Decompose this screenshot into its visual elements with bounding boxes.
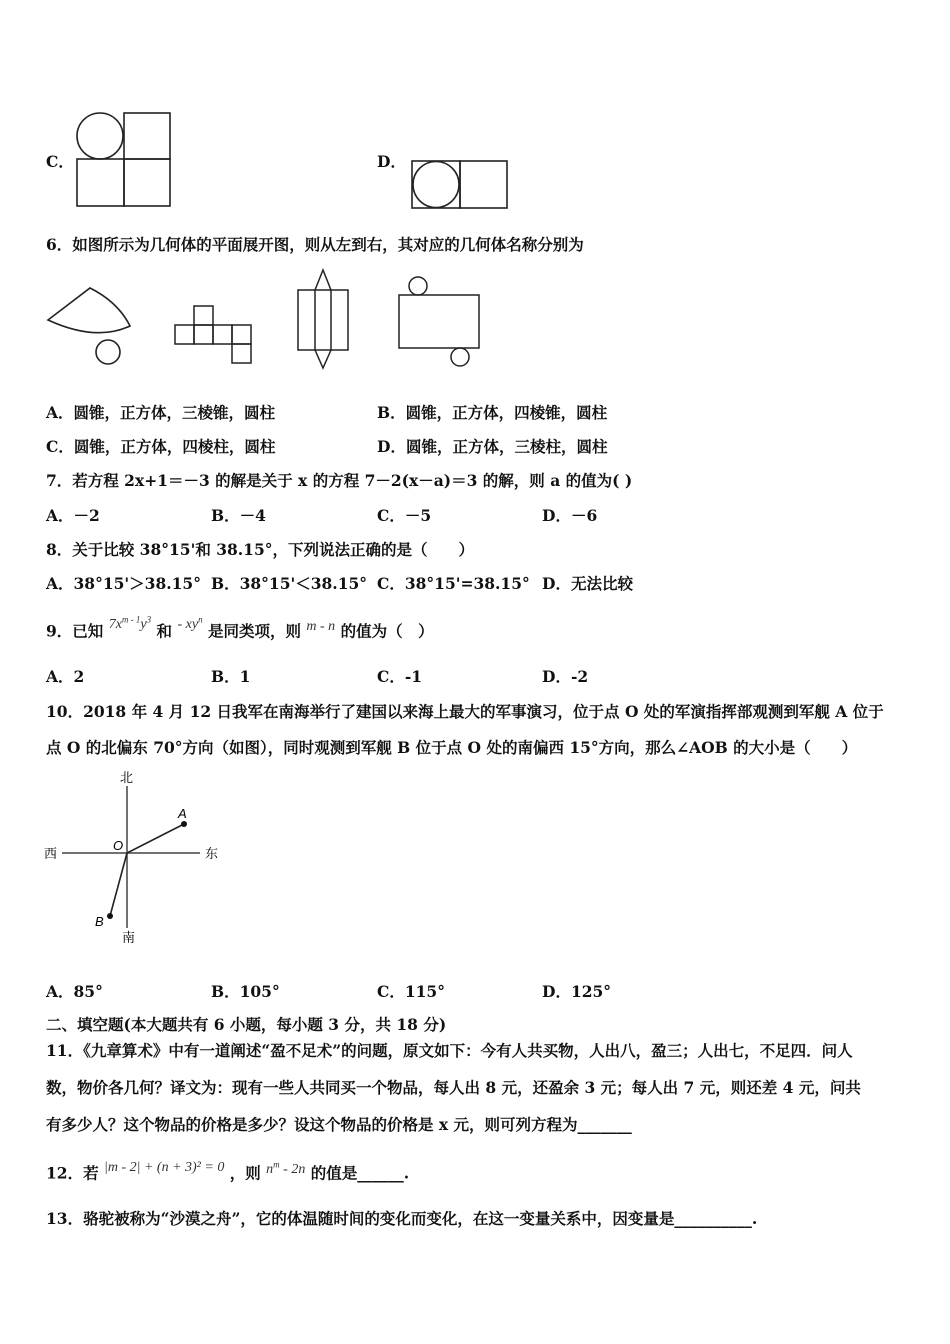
q10-option-d[interactable]: D．125° [542,982,612,1001]
q8-option-c[interactable]: C．38°15'=38.15° [377,574,530,593]
q9-stem [46,614,434,644]
q9-option-b[interactable]: B．1 [211,667,251,686]
q10-option-c[interactable]: C．115° [377,982,445,1001]
q11-line3: 有多少人？这个物品的价格是多少？设这个物品的价格是 x 元，则可列方程为_______ [46,1115,632,1134]
q8-option-d[interactable]: D．无法比较 [542,574,633,593]
q12-mid: ，则 [229,1163,261,1183]
q5-option-d-figure [411,160,509,210]
section-2-heading: 二、填空题(本大题共有 6 小题，每小题 3 分，共 18 分) [46,1015,447,1034]
q10-option-b[interactable]: B．105° [211,982,280,1001]
q6-option-a[interactable]: A．圆锥，正方体，三棱锥，圆柱 [46,403,276,422]
point-b: B [95,914,104,929]
q10-compass-figure [40,768,230,946]
q6-option-b[interactable]: B．圆锥，正方体，四棱锥，圆柱 [377,403,608,422]
q8-option-a[interactable]: A．38°15'＞38.15° [46,574,201,593]
q7-option-a[interactable]: A．－2 [46,506,100,525]
compass-west: 西 [44,846,58,861]
q9-mid: 是同类项，则 [207,621,301,641]
q9-term1: $7x^{m - 1}y^3$ [108,614,152,632]
compass-north: 北 [120,770,134,785]
q8-stem: 8．关于比较 38°15'和 38.15°，下列说法正确的是（ ） [46,540,474,559]
q6-net-prism [296,268,352,370]
q13-stem: 13．骆驼被称为“沙漠之舟”，它的体温随时间的变化而变化，在这一变量关系中，因变量是__________. [46,1209,758,1228]
q6-option-d[interactable]: D．圆锥，正方体，三棱柱，圆柱 [377,437,608,456]
q5-option-d-label: D． [377,152,406,171]
q5-option-c-label: C． [46,152,74,171]
q7-stem: 7．若方程 2x+1＝－3 的解是关于 x 的方程 7－2(x－a)＝3 的解，则 a 的值为( ) [46,471,633,490]
q9-option-a[interactable]: A．2 [46,667,85,686]
point-a: A [178,806,187,821]
q11-line2: 数，物价各几何？译文为：现有一些人共同买一个物品，每人出 8 元，还盈余 3 元；每人出 7 元，则还差 4 元，问共 [46,1078,861,1097]
compass-south: 南 [122,930,136,945]
point-o: O [113,838,124,853]
q10-line2: 点 O 的北偏东 70°方向（如图），同时观测到军舰 B 位于点 O 处的南偏西 15°方向，那么∠AOB 的大小是（ ） [46,738,858,757]
q7-option-c[interactable]: C．－5 [377,506,432,525]
q12-suffix: 的值是______. [310,1163,410,1183]
q9-suffix: 的值为（ ） [340,621,434,641]
q6-net-cylinder [396,276,482,368]
q7-option-b[interactable]: B．－4 [211,506,266,525]
q12-stem [46,1160,409,1186]
q10-line1: 10．2018 年 4 月 12 日我军在南海举行了建国以来海上最大的军事演习，位于点 O 处的军演指挥部观测到军舰 A 位于 [46,702,884,721]
q9-term2: - $xy^n$ [177,614,203,632]
q6-stem: 6．如图所示为几何体的平面展开图，则从左到右，其对应的几何体名称分别为 [46,235,584,254]
q6-net-cone [46,282,136,368]
q9-option-c[interactable]: C．-1 [377,667,423,686]
q7-option-d[interactable]: D．－6 [542,506,598,525]
q9-option-d[interactable]: D．-2 [542,667,589,686]
q11-line1: 11．《九章算术》中有一道阐述“盈不足术”的问题，原文如下：今有人共买物，人出八，盈三；人出七，不足四．问人 [46,1041,853,1060]
q12-prefix: 12．若 [46,1163,99,1183]
q9-expr: m - n [306,618,336,634]
q8-option-b[interactable]: B．38°15'＜38.15° [211,574,368,593]
q5-option-c-figure [76,112,172,208]
q10-option-a[interactable]: A．85° [46,982,103,1001]
q6-net-cube [174,305,254,365]
compass-east: 东 [205,846,219,861]
q12-expression: $n^m - 2n$ [266,1159,306,1177]
q9-and: 和 [156,621,173,641]
q9-prefix: 9．已知 [46,621,104,641]
q12-equation: |m - 2| + (n + 3)² = 0 [103,1159,225,1175]
q6-option-c[interactable]: C．圆锥，正方体，四棱柱，圆柱 [46,437,276,456]
